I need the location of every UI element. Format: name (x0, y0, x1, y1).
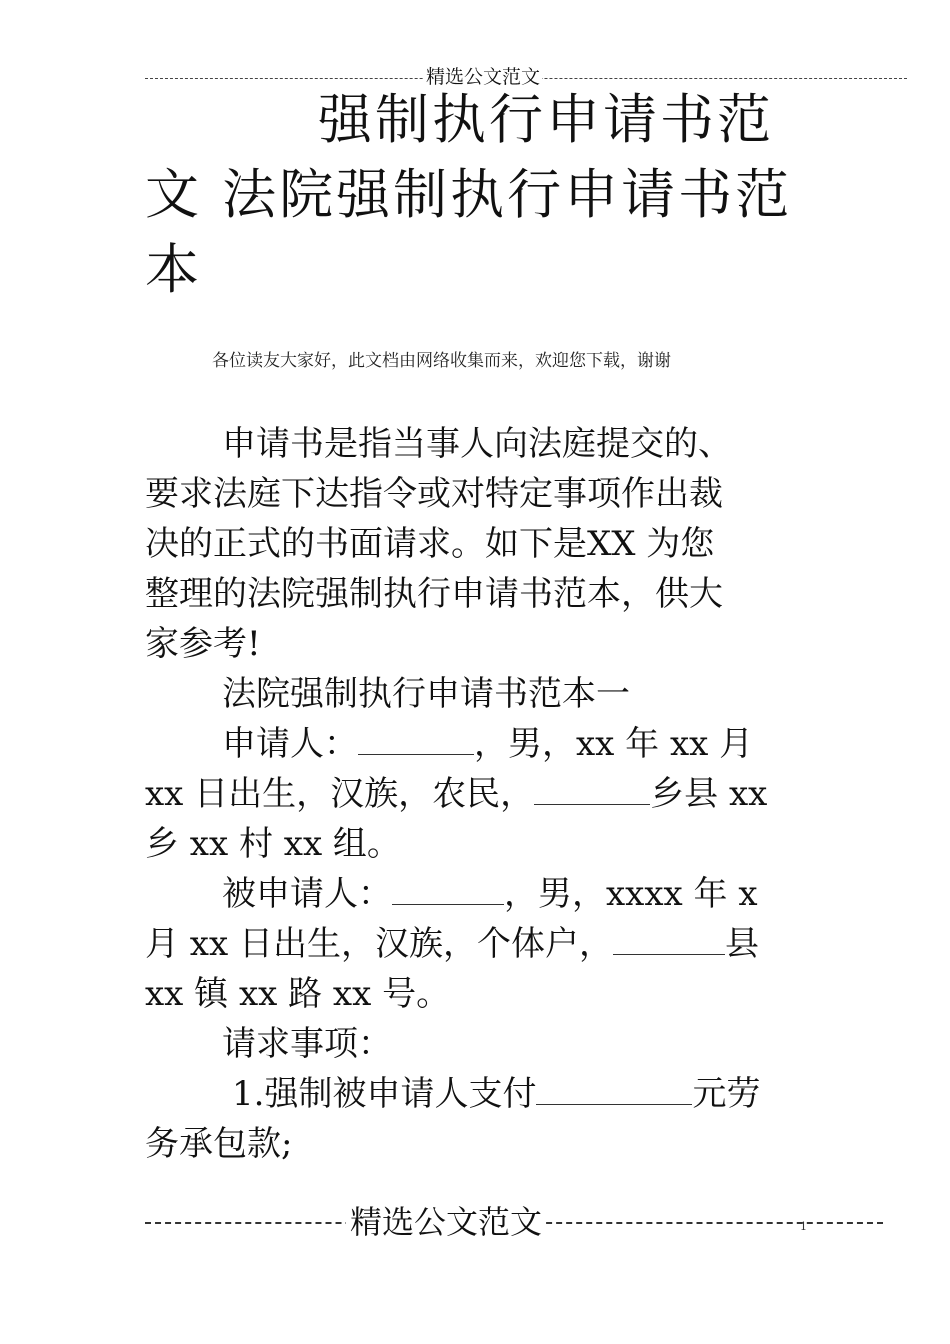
paragraph-line: 整理的法院强制执行申请书范本，供大 (145, 574, 723, 614)
respondent-line-1 (222, 872, 758, 916)
respondent-line-2 (145, 922, 759, 966)
paragraph-line: 要求法庭下达指令或对特定事项作出裁 (145, 474, 723, 514)
page-title-line-2: 文 法院强制执行申请书范 (145, 163, 793, 226)
applicant-county: 乡县 xx (650, 774, 768, 814)
page-number: 1 (800, 1220, 807, 1233)
request-item-1 (232, 1072, 760, 1116)
blank-line (536, 1076, 692, 1105)
footer-text: 精选公文范文 (346, 1204, 546, 1240)
respondent-detail: ，男，xxxx 年 x (504, 874, 758, 914)
request-item-suffix: 元劳 (692, 1074, 761, 1114)
request-item-1-cont: 务承包款; (145, 1124, 293, 1164)
blank-line (392, 876, 504, 905)
applicant-label: 申请人： (222, 724, 358, 764)
paragraph-line: 决的正式的书面请求。如下是XX 为您 (145, 524, 715, 564)
request-item-text: 1.强制被申请人支付 (232, 1074, 537, 1114)
page-title-line-1: 强制执行申请书范 (318, 88, 774, 151)
applicant-birth: xx 日出生，汉族，农民， (145, 774, 535, 814)
intro-note: 各位读友大家好，此文档由网络收集而来，欢迎您下载，谢谢 (212, 351, 671, 371)
section-title: 法院强制执行申请书范本一 (222, 674, 630, 714)
applicant-detail: ，男，xx 年 xx 月 (474, 724, 754, 764)
respondent-birth: 月 xx 日出生，汉族，个体户， (145, 924, 613, 964)
applicant-line-3: 乡 xx 村 xx 组。 (145, 824, 401, 864)
respondent-county: 县 (724, 924, 759, 964)
respondent-label: 被申请人： (222, 874, 392, 914)
page-title-line-3: 本 (145, 238, 202, 301)
header-text: 精选公文范文 (426, 66, 541, 88)
blank-line (613, 926, 725, 955)
paragraph-line: 申请书是指当事人向法庭提交的、 (222, 424, 732, 464)
blank-line (358, 726, 474, 755)
respondent-line-3: xx 镇 xx 路 xx 号。 (145, 974, 451, 1014)
request-title: 请求事项： (222, 1024, 392, 1064)
paragraph-line: 家参考! (145, 624, 261, 664)
applicant-line-1 (222, 722, 753, 766)
blank-line (534, 776, 650, 805)
applicant-line-2 (145, 772, 767, 816)
